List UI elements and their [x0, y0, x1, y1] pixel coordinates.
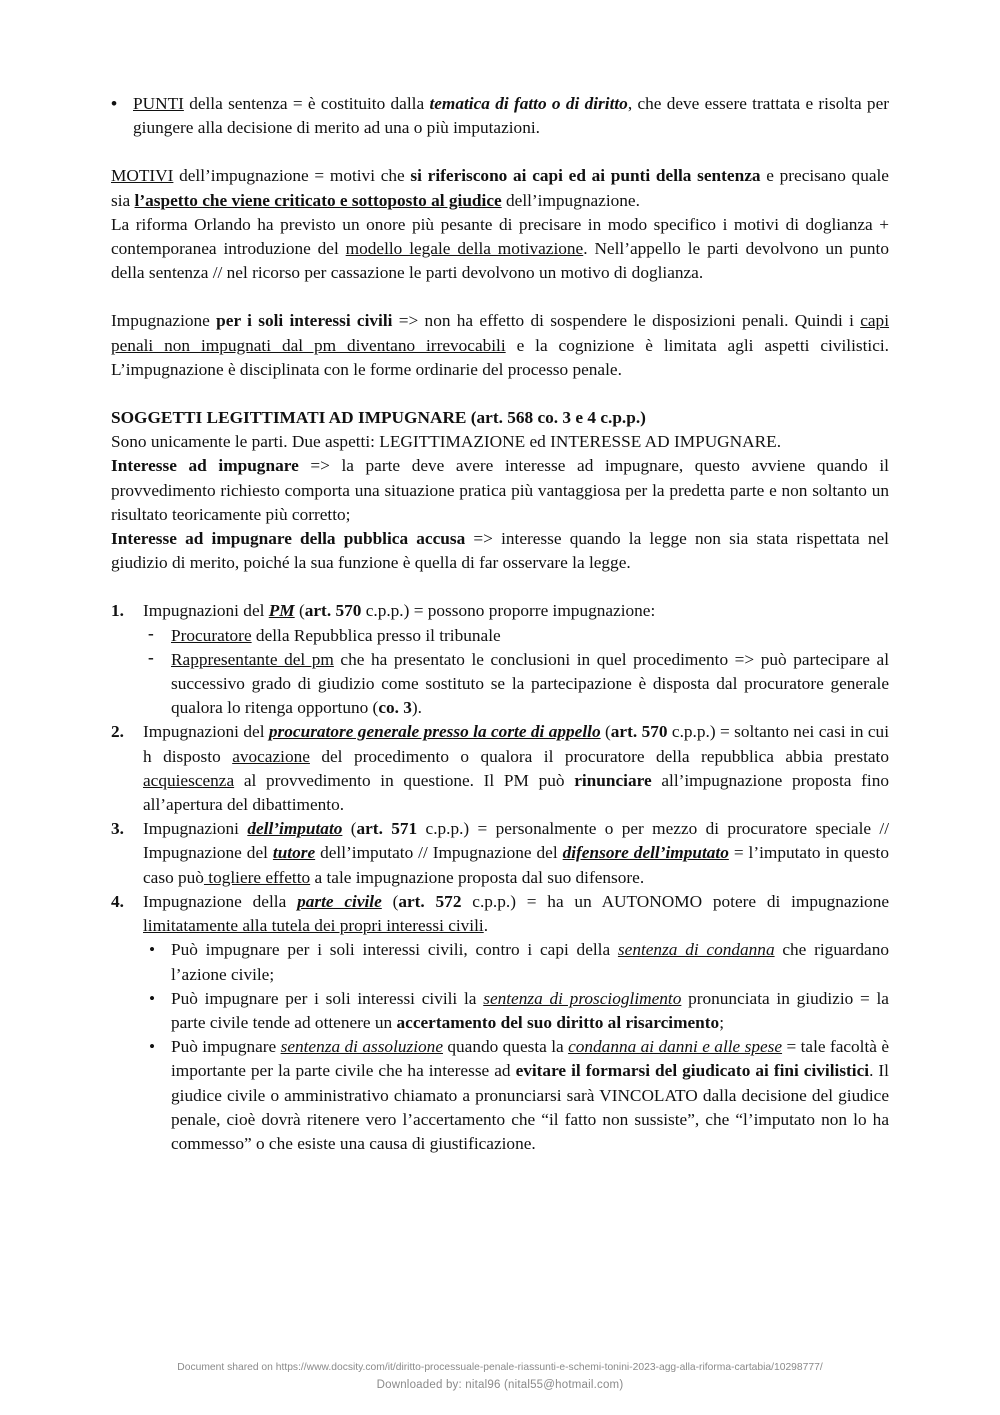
emphasis-span: dell’imputato — [247, 819, 343, 839]
riforma-paragraph — [111, 213, 889, 286]
underline-span: acquiescenza — [143, 770, 235, 790]
text-span: c.p.p.) = personalmente o per mezzo di procuratore speciale // Impugnazione del — [143, 819, 889, 863]
text-span: => la parte deve avere interesse ad impugnare, questo avviene quando il provvedimento richiesto comporta una situazione pratica più vantaggiosa per la predetta parte e non soltanto un risultato teoricamente più corretto; — [111, 456, 889, 524]
bold-span: si riferiscono ai capi ed ai punti della sentenza — [410, 166, 761, 186]
bold-span: Interesse ad impugnare della pubblica accusa — [111, 529, 466, 549]
bullet-icon: • — [149, 1037, 156, 1057]
list-number: 2. — [111, 722, 124, 742]
dash-icon: - — [148, 623, 154, 643]
spacer — [111, 285, 889, 309]
text-span: e la cognizione è limitata agli aspetti civilistici. L’impugnazione è disciplinata con le forme ordinarie del processo penale. — [111, 335, 890, 379]
numbered-list — [111, 599, 889, 1156]
bullet-icon: • — [149, 940, 156, 960]
text-span: c.p.p.) = soltanto nei casi in cui h disposto — [143, 722, 889, 766]
text-span: Impugnazione — [111, 311, 217, 331]
item-text — [143, 890, 889, 938]
text-span: all’impugnazione proposta fino all’apertura del dibattimento. — [143, 770, 889, 815]
text-span: Può impugnare — [171, 1037, 281, 1057]
text-span: ; — [719, 1012, 724, 1032]
text-span: ( — [381, 891, 399, 911]
motivi-paragraph — [111, 164, 889, 212]
list-item — [111, 817, 889, 890]
text-span: Impugnazione della — [143, 891, 298, 911]
spacer — [111, 382, 889, 406]
text-span: quando questa la — [443, 1037, 569, 1057]
soggetti-intro: Sono unicamente le parti. Due aspetti: LEGITTIMAZIONE ed INTERESSE AD IMPUGNARE. — [111, 432, 782, 452]
text-span: c.p.p.) = ha un AUTONOMO potere di impugnazione — [461, 891, 890, 911]
list-number: 4. — [111, 891, 124, 911]
term-punti: PUNTI — [133, 94, 184, 113]
punti-paragraph — [133, 92, 889, 140]
italic-underline-span: sentenza di assoluzione — [280, 1037, 443, 1057]
text-span: = l’imputato in questo caso può — [143, 843, 889, 887]
text-span: dell’impugnazione = motivi che — [173, 166, 411, 186]
italic-underline-span: condanna ai danni e alle spese — [568, 1037, 783, 1057]
dash-item — [143, 648, 889, 721]
list-item — [111, 720, 889, 817]
text-span: . Il giudice civile o amministrativo chiamato a pronunciarsi sarà VINCOLATO dalla decisione del giudice penale, cioè dovrà ritenere vero l’accertamento che “il fatto non sussiste”, che “l’imputato non lo ha commesso” o che esiste una causa di giustificazione. — [171, 1061, 889, 1153]
underline-span: limitatamente alla tutela dei propri interessi civili — [143, 916, 484, 936]
text-span: che ha presentato le conclusioni in quel procedimento => può partecipare al successivo grado di giudizio come sostituto se la partecipazione è disposta dal procuratore generale qualora lo ritenga opportuno ( — [171, 649, 889, 718]
dot-item — [143, 987, 889, 1035]
spacer — [111, 575, 889, 599]
footer-shared-link[interactable]: Document shared on https://www.docsity.com/it/diritto-processuale-penale-riassunti-e-schemi-tonini-2023-agg-alla-riforma-cartabia/10298777/ — [177, 1362, 823, 1373]
list-item — [111, 890, 889, 1156]
text-span: => interesse quando la legge non sia stata rispettata nel giudizio di merito, poiché la sua funzione è quella di far osservare la legge. — [111, 529, 889, 573]
text-span: della Repubblica presso il tribunale — [251, 625, 501, 645]
underline-span: togliere effetto — [203, 867, 311, 887]
text-span: => non ha effetto di sospendere le disposizioni penali. Quindi i — [392, 311, 861, 331]
text-span: Impugnazioni del — [143, 722, 269, 742]
emphasis-span: tematica di fatto o di diritto — [429, 94, 628, 113]
italic-underline-span: sentenza di proscioglimento — [483, 988, 682, 1008]
underline-span: modello legale della motivazione — [345, 239, 584, 259]
pubblica-accusa-paragraph — [111, 527, 889, 575]
bold-span: Interesse ad impugnare — [111, 456, 299, 476]
bold-span: co. 3 — [378, 698, 412, 718]
item-text — [143, 817, 889, 890]
civili-paragraph — [111, 309, 889, 382]
text-span: Impugnazioni del — [143, 601, 269, 621]
document-page — [111, 92, 889, 1156]
text-span: Può impugnare per i soli interessi civili, contro i capi della — [171, 940, 618, 960]
emphasis-span: parte civile — [297, 891, 382, 911]
text-span: e precisano quale sia — [111, 166, 889, 210]
text-span: al provvedimento in questione. Il PM può — [234, 770, 575, 790]
text-span: ( — [600, 722, 611, 742]
bold-span: accertamento del suo diritto al risarcimento — [396, 1012, 720, 1032]
text-span: ). — [411, 698, 422, 718]
underline-span: avocazione — [232, 746, 310, 766]
text-span: c.p.p.) = possono proporre impugnazione: — [361, 601, 656, 621]
text-span: = tale facoltà è importante per la parte civile che ha interesse ad — [171, 1037, 890, 1081]
text-span: del procedimento o qualora il procuratore della repubblica abbia prestato — [309, 746, 889, 766]
bold-span: per i soli interessi civili — [216, 311, 393, 331]
emphasis-span: procuratore generale presso la corte di appello — [268, 722, 601, 742]
footer-downloaded-by: Downloaded by: nital96 (nital55@hotmail.com) — [376, 1379, 624, 1391]
item-text — [143, 720, 889, 817]
bullet-icon: • — [111, 94, 118, 113]
text-span: dell’imputato // Impugnazione del — [315, 843, 563, 863]
emphasis-span: PM — [268, 601, 295, 621]
text-span: ( — [342, 819, 357, 839]
text-span: Impugnazioni — [143, 819, 248, 839]
text-span: ( — [294, 601, 305, 621]
list-number: 3. — [111, 819, 124, 839]
bold-span: art. 570 — [610, 722, 668, 742]
dash-icon: - — [148, 647, 154, 667]
list-number: 1. — [111, 601, 124, 621]
section-heading: SOGGETTI LEGITTIMATI AD IMPUGNARE (art. 568 co. 3 e 4 c.p.p.) — [111, 408, 646, 428]
text-span: dell’impugnazione. — [501, 190, 640, 210]
text-span: a tale impugnazione proposta dal suo difensore. — [310, 867, 645, 887]
dash-list — [143, 624, 889, 721]
text-span: , che deve essere trattata e risolta per giungere alla decisione di merito ad una o più imputazioni. — [133, 94, 889, 138]
text-span: pronunciata in giudizio = la parte civile tende ad ottenere un — [171, 988, 889, 1032]
underline-span: capi penali non impugnati dal pm diventano irrevocabili — [111, 311, 890, 355]
bold-span: rinunciare — [574, 770, 652, 790]
text-span: . — [483, 916, 489, 936]
text-span: della sentenza = è costituito dalla — [183, 94, 430, 113]
bold-span: evitare il formarsi del giudicato ai fini civilistici — [515, 1061, 870, 1081]
underline-span: Procuratore — [171, 625, 252, 645]
bold-span: art. 570 — [304, 601, 362, 621]
item-text — [143, 599, 889, 623]
italic-underline-span: sentenza di condanna — [617, 940, 775, 960]
dot-item — [143, 1035, 889, 1156]
term-motivi: MOTIVI — [111, 166, 174, 186]
bold-span: art. 571 — [356, 819, 418, 839]
dot-list — [143, 938, 889, 1156]
dot-item — [143, 938, 889, 986]
list-item — [111, 599, 889, 720]
underline-span: Rappresentante del pm — [171, 649, 334, 669]
bold-span: art. 572 — [398, 891, 462, 911]
text-span: La riforma Orlando ha previsto un onore più pesante di precisare in modo specifico i motivi di doglianza + contemporanea introduzione del — [111, 214, 889, 259]
bold-underline-span: l’aspetto che viene criticato e sottoposto al giudice — [134, 190, 502, 210]
emphasis-span: difensore dell’imputato — [562, 843, 729, 863]
text-span: Può impugnare per i soli interessi civili la — [171, 988, 484, 1008]
bullet-icon: • — [149, 988, 156, 1008]
text-span: che riguardano l’azione civile; — [171, 940, 889, 984]
text-span: . Nell’appello le parti devolvono un punto della sentenza // nel ricorso per cassazione le parti devolvono un motivo di doglianza. — [111, 239, 889, 283]
interesse-paragraph — [111, 454, 889, 527]
spacer — [111, 140, 889, 164]
dash-item — [143, 624, 889, 648]
bullet-punti — [111, 92, 889, 140]
emphasis-span: tutore — [272, 843, 316, 863]
